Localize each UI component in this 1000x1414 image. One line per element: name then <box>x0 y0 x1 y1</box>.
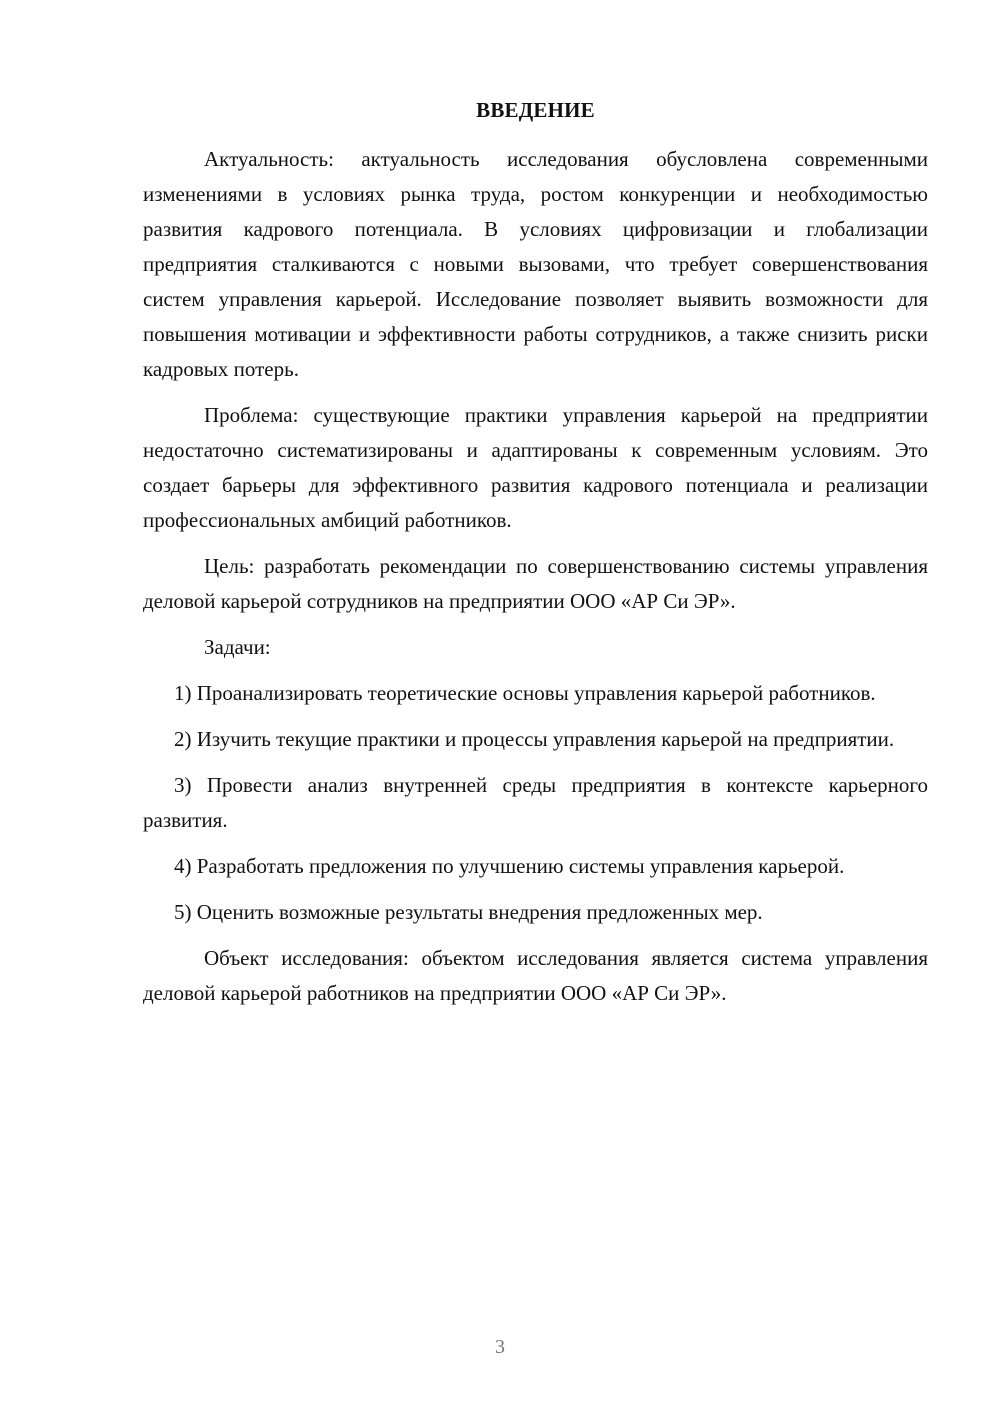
section-title: ВВЕДЕНИЕ <box>476 98 595 122</box>
page-number: 3 <box>495 1336 505 1358</box>
task-item-2: 2) Изучить текущие практики и процессы управления карьерой на предприятии. <box>174 727 895 751</box>
task-item-1: 1) Проанализировать теоретические основы управления карьерой работников. <box>174 681 876 705</box>
document-body <box>143 142 928 1011</box>
paragraph-tasks-heading: Задачи: <box>204 635 271 659</box>
paragraph-problem: Проблема: существующие практики управления карьерой на предприятии недостаточно систематизированы и адаптированы к современным условиям. Это создает барьеры для эффективного развития кадрового потенциала и реализации профессиональных амбиций работников. <box>143 403 928 532</box>
paragraph-relevance: Актуальность: актуальность исследования обусловлена современными изменениями в условиях рынка труда, ростом конкуренции и необходимостью развития кадрового потенциала. В условиях цифровизации и глобализации предприятия сталкиваются с новыми вызовами, что требует совершенствования систем управления карьерой. Исследование позволяет выявить возможности для повышения мотивации и эффективности работы сотрудников, а также снизить риски кадровых потерь. <box>143 147 928 381</box>
task-item-4: 4) Разработать предложения по улучшению системы управления карьерой. <box>174 854 845 878</box>
task-item-3: 3) Провести анализ внутренней среды предприятия в контексте карьерного развития. <box>143 773 928 832</box>
paragraph-object: Объект исследования: объектом исследования является система управления деловой карьерой работников на предприятии ООО «АР Си ЭР». <box>143 946 928 1005</box>
paragraph-goal: Цель: разработать рекомендации по совершенствованию системы управления деловой карьерой сотрудников на предприятии ООО «АР Си ЭР». <box>143 554 928 613</box>
task-item-5: 5) Оценить возможные результаты внедрения предложенных мер. <box>174 900 763 924</box>
